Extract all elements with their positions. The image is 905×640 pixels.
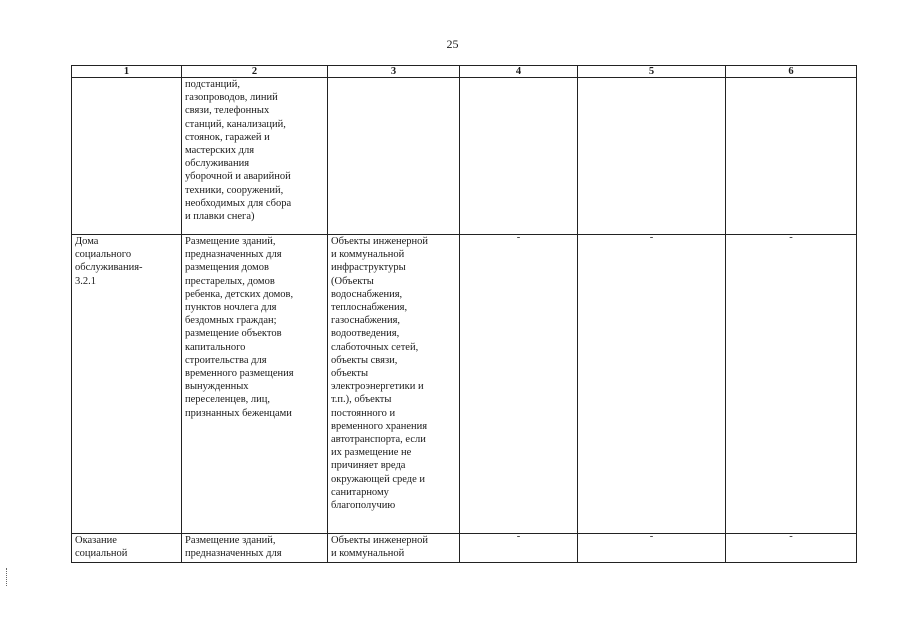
page-number: 25 <box>446 37 459 51</box>
table-cell: Оказание социальной <box>72 534 182 563</box>
table-cell: Объекты инженерной и коммунальной инфраструктуры (Объекты водоснабжения, теплоснабжения, газоснабжения, водоотведения, слаботочных сетей, объекты связи, объекты электроэнергетики и т.п.), объекты постоянного и временного хранения автотранспорта, если их размещение не причиняет вреда окружающей среде и санитарному благополучию <box>328 235 460 534</box>
dash-value: - <box>516 531 521 542</box>
table-cell: подстанций, газопроводов, линий связи, телефонных станций, канализаций, стоянок, гаражей и мастерских для обслуживания уборочной и аварийной техники, сооружений, необходимых для сбора и плавки снега) <box>182 78 328 235</box>
column-header: 3 <box>328 66 460 78</box>
table-row <box>72 235 857 534</box>
table-cell <box>726 78 857 235</box>
column-header: 2 <box>182 66 328 78</box>
table-cell <box>72 78 182 235</box>
dash-value: - <box>516 232 521 243</box>
table-header-row <box>72 66 857 78</box>
dash-value: - <box>649 232 654 243</box>
dash-value: - <box>789 531 793 542</box>
table-cell <box>578 232 726 534</box>
column-header: 6 <box>726 66 857 78</box>
scan-margin-mark <box>6 568 9 586</box>
table-cell <box>460 531 578 563</box>
table-cell: Размещение зданий, предназначенных для <box>182 534 328 563</box>
table-row <box>72 78 857 235</box>
table-cell <box>578 531 726 563</box>
table-cell <box>578 78 726 235</box>
column-header: 4 <box>460 66 578 78</box>
table-cell: Размещение зданий, предназначенных для размещения домов престарелых, домов ребенка, детских домов, пунктов ночлега для бездомных граждан; размещение объектов капитального строительства для временного размещения вынужденных переселенцев, лиц, признанных беженцами <box>182 235 328 534</box>
table-cell <box>726 531 857 563</box>
table-cell: Объекты инженерной и коммунальной <box>328 534 460 563</box>
column-header: 5 <box>578 66 726 78</box>
column-header: 1 <box>72 66 182 78</box>
table-cell <box>328 78 460 235</box>
table-cell <box>460 232 578 534</box>
regulations-table <box>71 65 857 563</box>
table-cell: Дома социального обслуживания- 3.2.1 <box>72 235 182 534</box>
table-cell <box>460 78 578 235</box>
dash-value: - <box>649 531 654 542</box>
table-row <box>72 534 857 563</box>
table-cell <box>726 232 857 534</box>
dash-value: - <box>789 232 793 243</box>
